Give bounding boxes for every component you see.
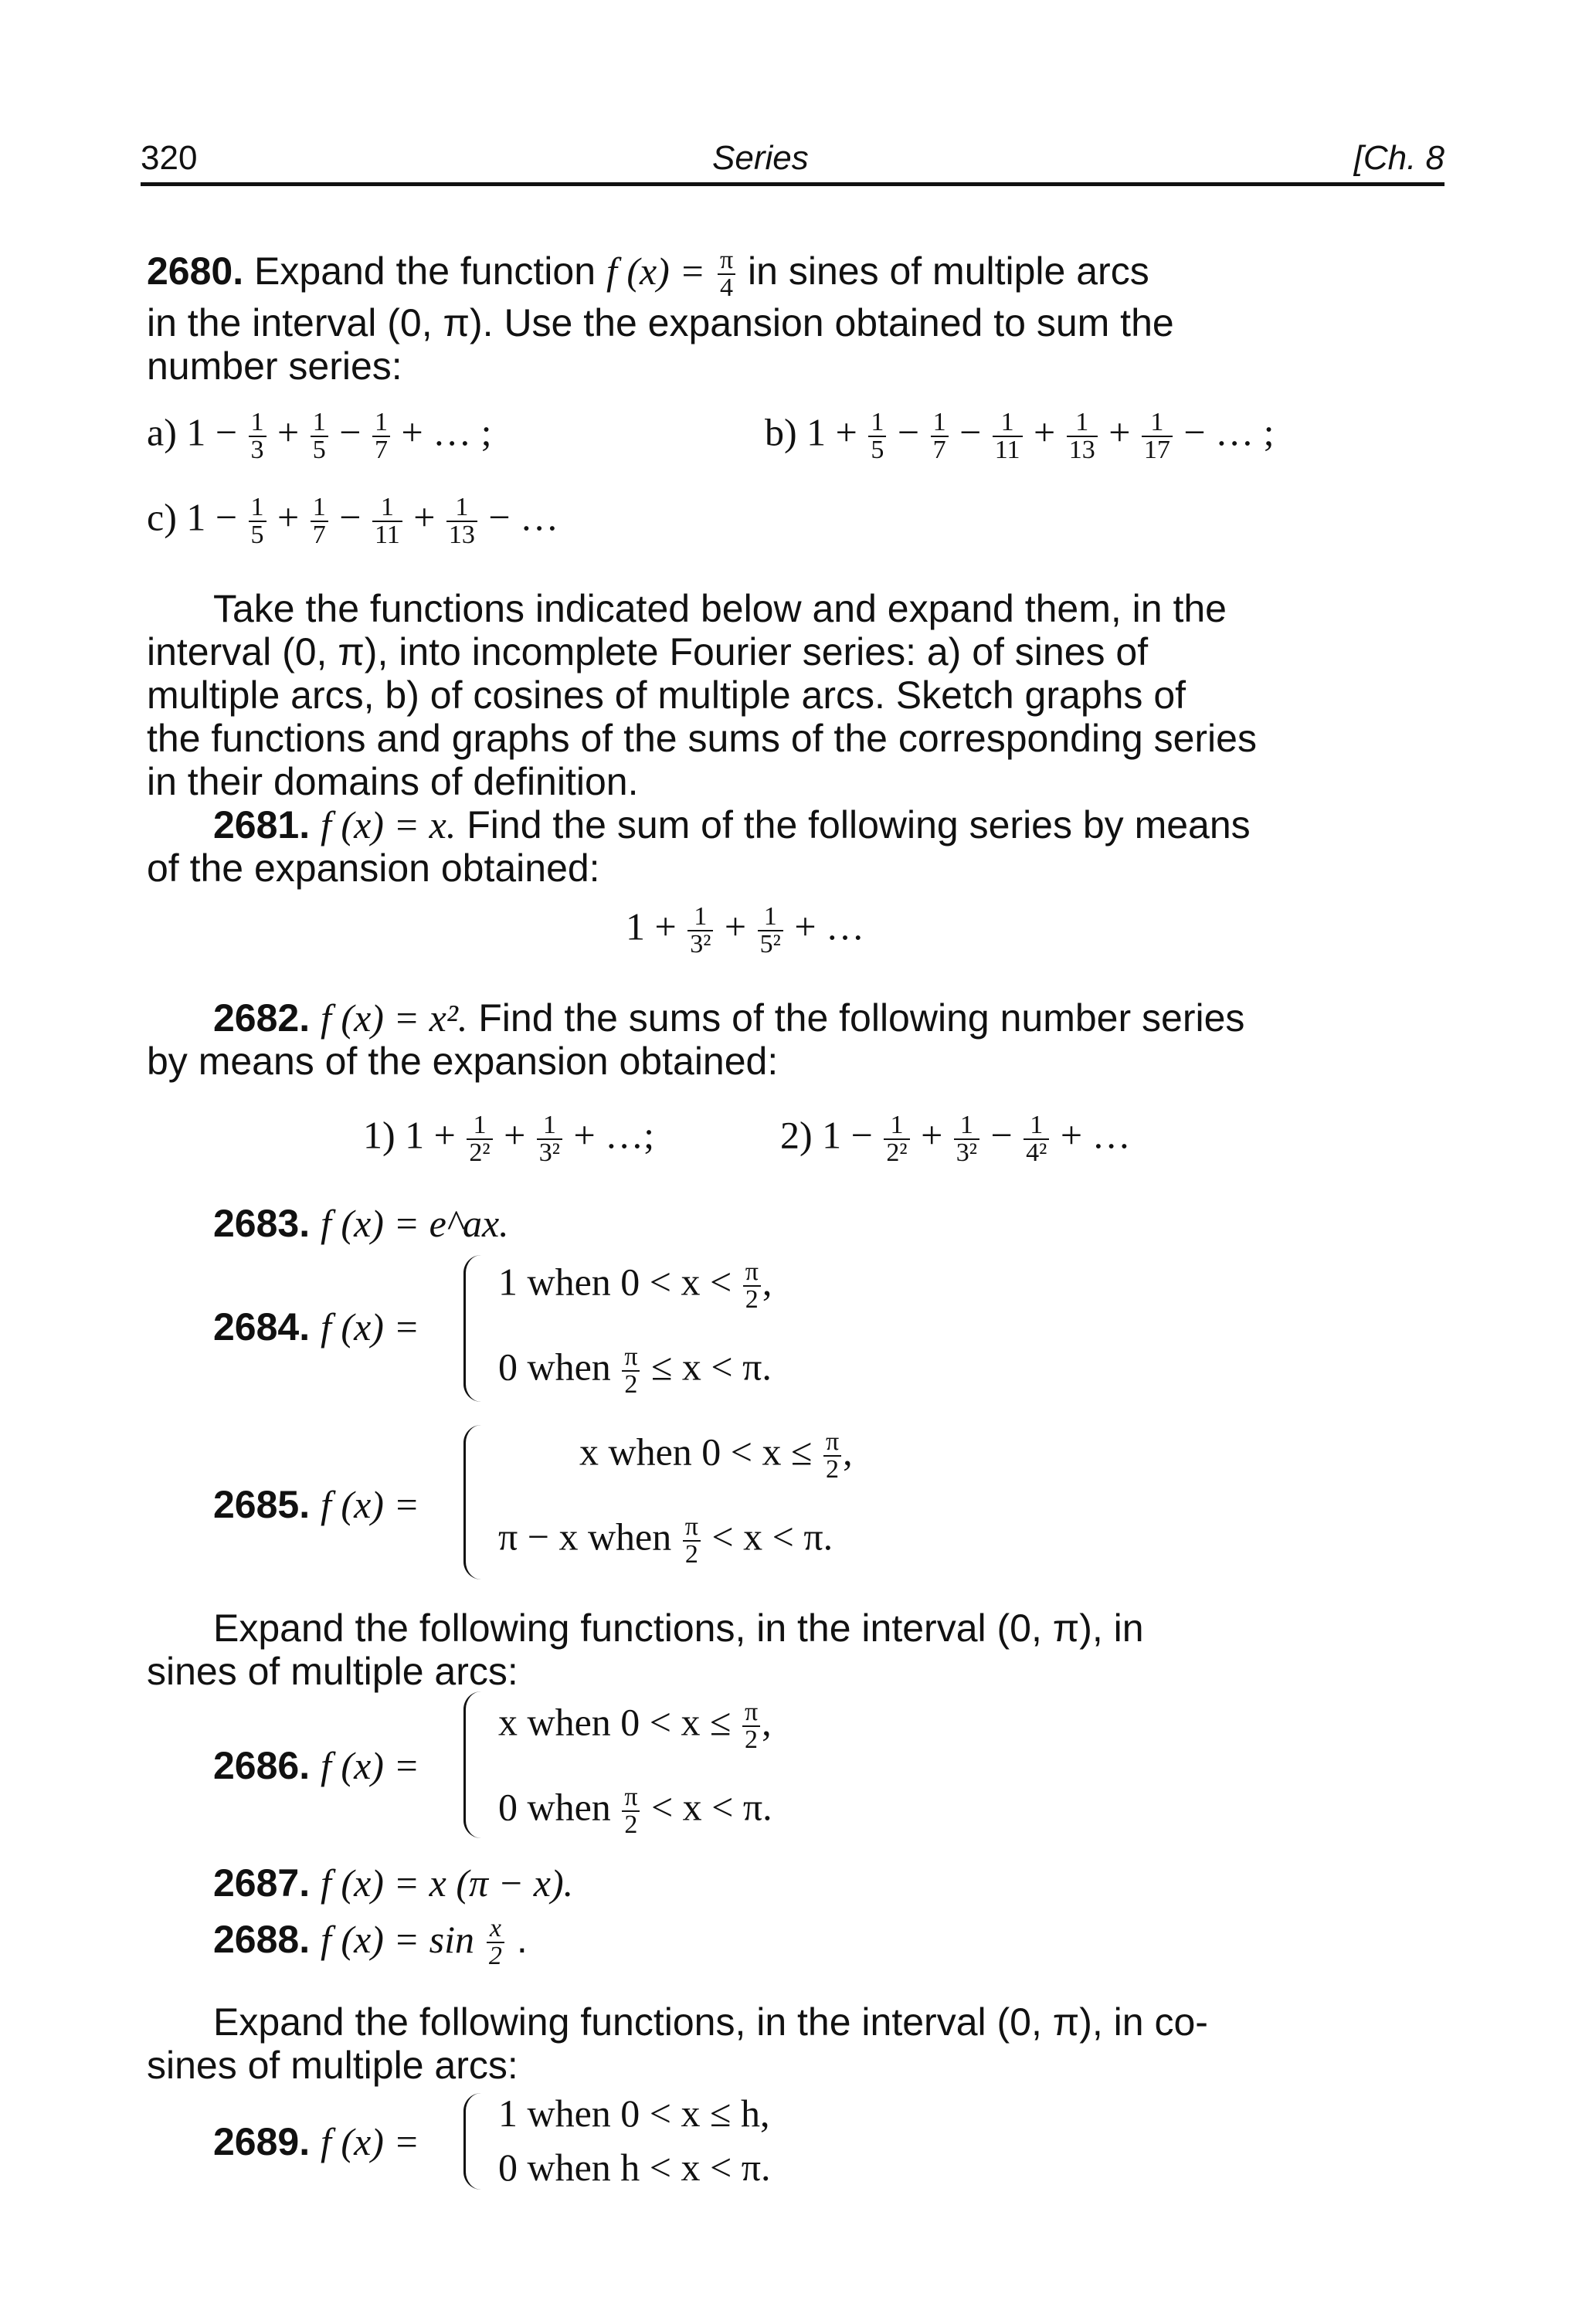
series-label: 1 + xyxy=(626,904,677,948)
series-2681: 1 + $\frac{1}{\text{3²}}$ + $\frac{1}{\text{5²}}$ + … xyxy=(626,902,865,958)
problem-2682-line2: by means of the expansion obtained: xyxy=(147,1040,779,1083)
case-1: 1 when 0 < x ≤ h, xyxy=(498,2092,770,2135)
problem-number: 2686. xyxy=(213,1744,311,1787)
series-label: b) 1 + xyxy=(765,410,857,454)
text: Find the sum of the following series by means xyxy=(467,803,1251,846)
problem-2689-label xyxy=(213,2120,419,2163)
series-label: c) 1 − xyxy=(147,495,238,539)
problem-2688: 2688. f (x) = sin $\frac{x}{2}$ . xyxy=(213,1914,528,1970)
case-2: 0 when $\frac{\pi}{2}$ ≤ x < π. xyxy=(498,1342,772,1399)
denominator: 4 xyxy=(720,273,734,302)
problem-number: 2682. xyxy=(213,996,311,1040)
case-text: < x < π. xyxy=(711,1515,833,1559)
intro2-line1: Expand the following functions, in the interval (0, π), in xyxy=(213,1606,1144,1650)
case-text: < x < π. xyxy=(650,1785,772,1829)
text: Find the sums of the following number series xyxy=(478,996,1245,1040)
numerator: π xyxy=(718,247,735,275)
running-title: Series xyxy=(712,139,809,177)
case-text: 0 when xyxy=(498,1345,611,1389)
series-label: 2) 1 − xyxy=(780,1113,873,1157)
text: in sines of multiple arcs xyxy=(748,249,1149,293)
function-def: f (x) = xyxy=(321,1744,420,1787)
brace xyxy=(463,2093,481,2190)
problem-2681-line2: of the expansion obtained: xyxy=(147,846,600,890)
fraction xyxy=(718,247,735,301)
case-text: 0 when xyxy=(498,1785,611,1829)
case-2: 0 when h < x < π. xyxy=(498,2146,771,2189)
series-label: 1) 1 + xyxy=(363,1113,456,1157)
chapter-label: [Ch. 8 xyxy=(1353,139,1445,177)
brace xyxy=(463,1691,481,1838)
case-text: x when 0 < x ≤ xyxy=(579,1430,813,1474)
problem-2685-label xyxy=(213,1483,419,1526)
intro3-line1: Expand the following functions, in the interval (0, π), in co- xyxy=(213,2000,1208,2044)
problem-number: 2681. xyxy=(213,803,311,846)
series-2682-2: 2) 1 − $\frac{1}{\text{2²}}$ + $\frac{1}{\text{3²}}$ − $\frac{1}{\text{4²}}$ + … xyxy=(780,1111,1131,1167)
problem-2687 xyxy=(213,1861,573,1905)
function-def: f (x) = x². xyxy=(321,996,468,1040)
series-a: a) 1 − $\frac{1}{3}$ + $\frac{1}{5}$ − $\frac{1}{7}$ + … ; xyxy=(147,408,492,464)
series-label: a) 1 − xyxy=(147,410,238,454)
case-2: 0 when $\frac{\pi}{2}$ < x < π. xyxy=(498,1783,772,1839)
case-2: π − x when $\frac{\pi}{2}$ < x < π. xyxy=(498,1512,833,1569)
intro2-line2: sines of multiple arcs: xyxy=(147,1650,518,1693)
problem-number: 2685. xyxy=(213,1483,311,1526)
problem-2686-label xyxy=(213,1744,419,1787)
intro1-line4: the functions and graphs of the sums of the corresponding series xyxy=(147,717,1257,760)
case-1: x when 0 < x ≤ $\frac{\pi}{2}$ , xyxy=(498,1698,772,1754)
problem-2680-line2: in the interval (0, π). Use the expansion obtained to sum the xyxy=(147,301,1174,344)
function-def: f (x) = xyxy=(606,249,706,293)
intro1-line5: in their domains of definition. xyxy=(147,760,639,803)
problem-2680-line1 xyxy=(147,247,1149,301)
case-text: π − x when xyxy=(498,1515,672,1559)
problem-number: 2684. xyxy=(213,1305,311,1349)
problem-number: 2689. xyxy=(213,2120,311,2163)
case-text: x when 0 < x ≤ xyxy=(498,1700,732,1744)
case-text: 1 when 0 < x < xyxy=(498,1260,732,1304)
problem-2682-line1 xyxy=(213,996,1244,1040)
page-header xyxy=(141,133,1445,187)
problem-number: 2683. xyxy=(213,1202,311,1245)
header-rule xyxy=(141,182,1445,186)
series-b: b) 1 + $\frac{1}{5}$ − $\frac{1}{7}$ − $\frac{1}{11}$ + $\frac{1}{13}$ + $\frac{1}{17}$ − … ; xyxy=(765,408,1275,464)
case-1: 1 when 0 < x < $\frac{\pi}{2}$ , xyxy=(498,1257,772,1314)
text: Expand the function xyxy=(254,249,596,293)
case-text: ≤ x < π. xyxy=(650,1345,772,1389)
intro1-line2: interval (0, π), into incomplete Fourier series: a) of sines of xyxy=(147,630,1149,673)
problem-2680-line3: number series: xyxy=(147,344,402,388)
brace xyxy=(463,1425,481,1579)
denominator: 2 xyxy=(488,1942,502,1970)
intro1-line1: Take the functions indicated below and expand them, in the xyxy=(213,587,1227,630)
case-1: x when 0 < x ≤ $\frac{\pi}{2}$ , xyxy=(579,1427,853,1484)
numerator: x xyxy=(487,1915,504,1943)
series-c: c) 1 − $\frac{1}{5}$ + $\frac{1}{7}$ − $\frac{1}{11}$ + $\frac{1}{13}$ − … xyxy=(147,493,559,549)
function-def: f (x) = x. xyxy=(321,803,457,846)
series-2682-1: 1) 1 + $\frac{1}{\text{2²}}$ + $\frac{1}{\text{3²}}$ + …; xyxy=(363,1111,655,1167)
problem-number: 2687. xyxy=(213,1861,311,1905)
page-number: 320 xyxy=(141,139,198,177)
problem-2684-label xyxy=(213,1305,419,1349)
intro1-line3: multiple arcs, b) of cosines of multiple arcs. Sketch graphs of xyxy=(147,673,1186,717)
function-def: f (x) = sin xyxy=(321,1918,475,1962)
function-def: f (x) = x (π − x). xyxy=(321,1861,574,1905)
problem-2681-line1 xyxy=(213,803,1251,846)
problem-number: 2688. xyxy=(213,1918,311,1962)
intro3-line2: sines of multiple arcs: xyxy=(147,2044,518,2087)
brace xyxy=(463,1255,481,1402)
function-def: f (x) = xyxy=(321,2120,420,2163)
function-def: f (x) = xyxy=(321,1305,420,1349)
function-def: f (x) = e^ax. xyxy=(321,1202,509,1245)
function-def: f (x) = xyxy=(321,1483,420,1526)
problem-2683 xyxy=(213,1202,509,1245)
problem-number: 2680. xyxy=(147,249,244,293)
